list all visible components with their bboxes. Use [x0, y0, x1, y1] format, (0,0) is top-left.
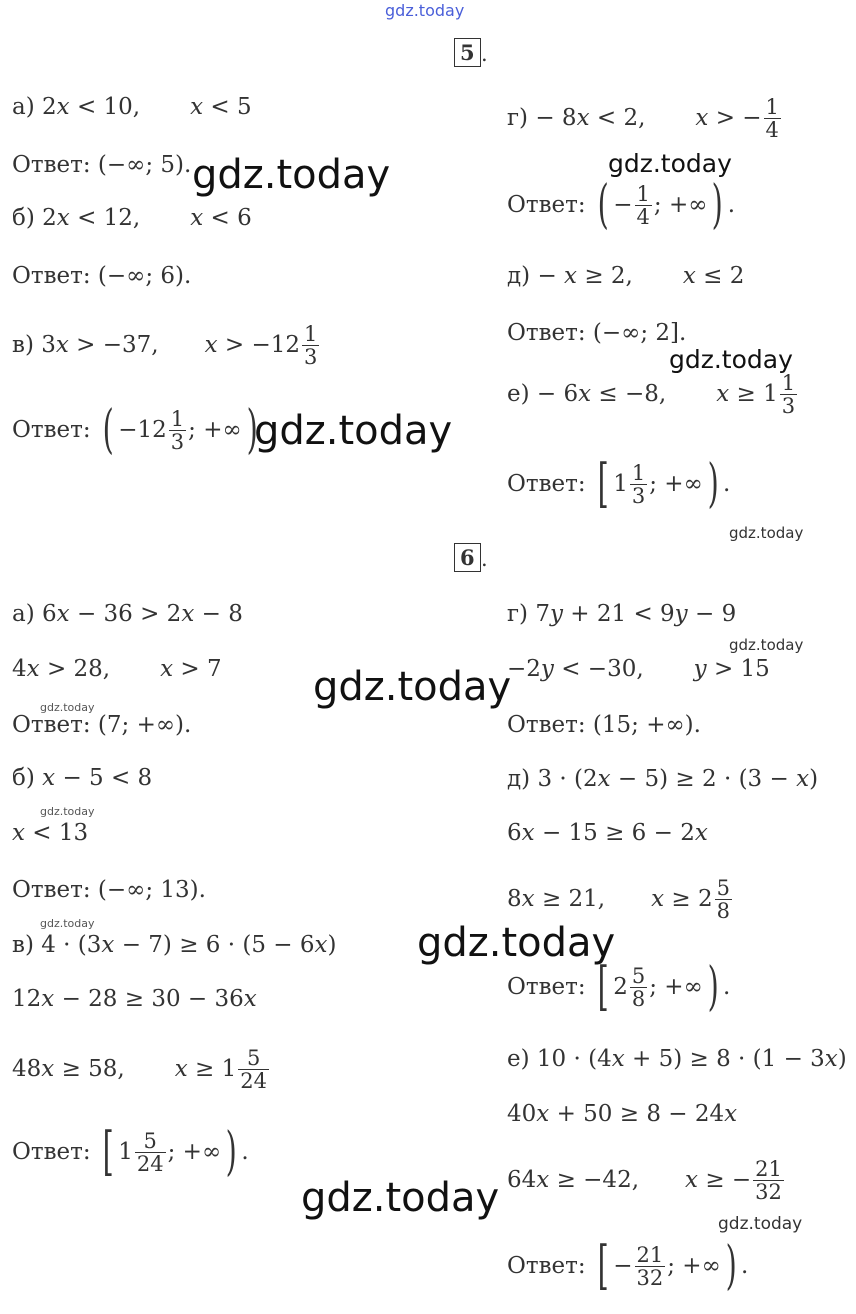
- problem-6v-step1: 12 x − 28 ≥ 30 − 36 x: [12, 986, 257, 1012]
- watermark: gdz.today: [669, 345, 793, 374]
- problem-6d-step1: 6 x − 15 ≥ 6 − 2 x: [507, 820, 708, 846]
- answer-6g: Ответ: (15; +∞).: [507, 712, 701, 738]
- problem-6a: а) 6 x − 36 > 2 x − 8: [12, 601, 243, 627]
- problem-5b: б) 2 x < 12, x < 6: [12, 205, 252, 231]
- section-number: 5: [454, 38, 481, 67]
- watermark: gdz.today: [40, 805, 95, 818]
- section-number: 6: [454, 543, 481, 572]
- problem-6e-step1: 40 x + 50 ≥ 8 − 24 x: [507, 1101, 738, 1127]
- problem-6v: в) 4 · (3 x − 7) ≥ 6 · (5 − 6 x ): [12, 932, 337, 958]
- watermark: gdz.today: [313, 664, 512, 710]
- problem-6v-step2: 48 x ≥ 58, x ≥ 1 $\frac{5}{24}$: [12, 1046, 267, 1094]
- problem-5a: а) 2 x < 10, x < 5: [12, 94, 252, 120]
- problem-6g: г) 7 y + 21 < 9 y − 9: [507, 601, 737, 627]
- section-dot: .: [481, 547, 488, 571]
- watermark: gdz.today: [729, 636, 804, 654]
- problem-6d: д) 3 · (2 x − 5) ≥ 2 · (3 − x ): [507, 766, 819, 792]
- answer-5d: Ответ: (−∞; 2].: [507, 320, 687, 346]
- answer-5v: Ответ: ( −12 $\frac{1}{3}$ ; +∞ ): [12, 399, 258, 460]
- problem-6g-step: −2 y < −30, y > 15: [507, 656, 770, 682]
- problem-5v: в) 3 x > −37, x > −12 $\frac{1}{3}$: [12, 322, 318, 370]
- answer-5g: Ответ: ( − $\frac{1}{4}$ ; +∞ ) .: [507, 174, 735, 235]
- watermark: gdz.today: [192, 152, 391, 198]
- answer-6a: Ответ: (7; +∞).: [12, 712, 192, 738]
- watermark: gdz.today: [718, 1214, 803, 1234]
- answer-6e: Ответ: [ − $\frac{21}{32}$ ; +∞ ) .: [507, 1235, 749, 1296]
- problem-5d: д) − x ≥ 2, x ≤ 2: [507, 263, 745, 289]
- watermark: gdz.today: [40, 701, 95, 714]
- problem-5g: г) − 8 x < 2, x > − $\frac{1}{4}$: [507, 95, 779, 143]
- watermark: gdz.today: [254, 408, 453, 454]
- watermark: gdz.today: [417, 920, 616, 966]
- answer-6b: Ответ: (−∞; 13).: [12, 877, 206, 903]
- problem-6b-step: x < 13: [12, 820, 89, 846]
- watermark: gdz.today: [729, 524, 804, 542]
- problem-5e: е) − 6 x ≤ −8, x ≥ 1 $\frac{1}{3}$: [507, 371, 796, 419]
- answer-5a: Ответ: (−∞; 5).: [12, 152, 192, 178]
- problem-6e: е) 10 · (4 x + 5) ≥ 8 · (1 − 3 x ): [507, 1046, 847, 1072]
- watermark: gdz.today: [40, 917, 95, 930]
- watermark: gdz.today: [608, 149, 732, 178]
- answer-6v: Ответ: [ 1 $\frac{5}{24}$ ; +∞ ) .: [12, 1121, 249, 1182]
- problem-6e-step2: 64 x ≥ −42, x ≥ − $\frac{21}{32}$: [507, 1157, 782, 1205]
- problem-6b: б) x − 5 < 8: [12, 765, 153, 791]
- answer-5b: Ответ: (−∞; 6).: [12, 263, 192, 289]
- watermark: gdz.today: [385, 1, 465, 20]
- answer-6d: Ответ: [ 2 $\frac{5}{8}$ ; +∞ ) .: [507, 956, 731, 1017]
- watermark: gdz.today: [301, 1175, 500, 1221]
- answer-5e: Ответ: [ 1 $\frac{1}{3}$ ; +∞ ) .: [507, 453, 731, 514]
- problem-6d-step2: 8 x ≥ 21, x ≥ 2 $\frac{5}{8}$: [507, 876, 730, 924]
- problem-6a-step: 4 x > 28, x > 7: [12, 656, 222, 682]
- section-dot: .: [481, 42, 488, 66]
